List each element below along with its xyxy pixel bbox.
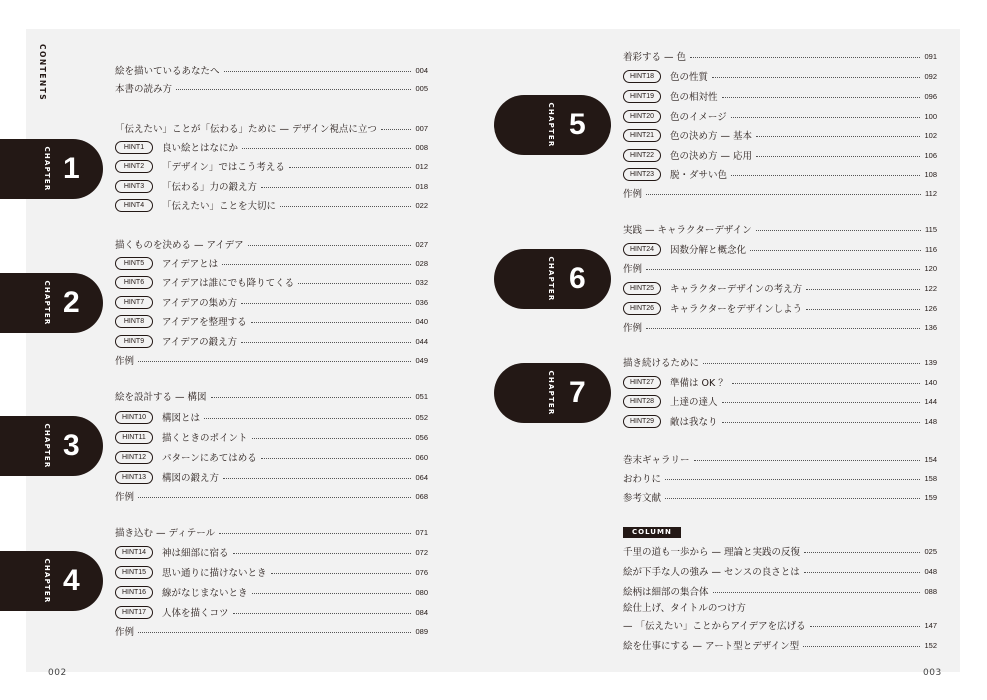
toc-entry-page: 056 <box>415 432 428 442</box>
toc-entry[interactable] <box>623 563 937 579</box>
toc-entry-page: 052 <box>415 412 428 422</box>
leader-dots <box>756 136 920 137</box>
toc-entry-title: 描くものを決める — アイデア <box>115 240 244 251</box>
toc-entry-title: 千里の道も一歩から — 理論と実践の反復 <box>623 547 801 558</box>
toc-entry[interactable] <box>115 524 428 540</box>
toc-entry-title: 絵を仕事にする — アート型とデザイン型 <box>623 641 800 652</box>
toc-entry[interactable] <box>623 260 937 276</box>
chapter-tab-1[interactable] <box>0 139 103 199</box>
leader-dots <box>731 117 921 118</box>
toc-entry-title: 人体を描くコツ <box>162 608 229 619</box>
toc-entry-page: 040 <box>415 316 428 326</box>
toc-entry-page: 096 <box>924 91 937 101</box>
toc-entry-page: 032 <box>415 277 428 287</box>
toc-entry-title: 色の決め方 — 基本 <box>670 131 753 142</box>
toc-entry-page: 051 <box>415 391 428 401</box>
chapter-tab-4[interactable] <box>0 551 103 611</box>
toc-entry-title: 着彩する — 色 <box>623 52 687 63</box>
toc-entry[interactable] <box>623 451 937 467</box>
toc-entry[interactable] <box>623 300 937 316</box>
hint-badge: HINT1 <box>115 141 153 154</box>
leader-dots <box>138 497 411 498</box>
leader-dots <box>804 552 920 553</box>
hint-badge: HINT16 <box>115 586 153 599</box>
toc-entry[interactable] <box>115 294 428 310</box>
leader-dots <box>806 309 920 310</box>
toc-entry-title: パターンにあてはめる <box>162 453 257 464</box>
toc-entry-title: 脱・ダサい色 <box>670 170 728 181</box>
toc-entry-title: 絵が下手な人の強み — センスの良さとは <box>623 567 800 578</box>
hint-badge: HINT13 <box>115 471 153 484</box>
toc-entry-page: 147 <box>924 620 937 630</box>
toc-entry[interactable] <box>115 178 428 194</box>
leader-dots <box>219 533 411 534</box>
toc-entry[interactable] <box>115 488 428 504</box>
chapter-word: CHAPTER <box>43 146 51 192</box>
toc-entry-title: 思い通りに描けないとき <box>162 568 267 579</box>
leader-dots <box>280 206 411 207</box>
leader-dots <box>381 129 412 130</box>
toc-entry[interactable] <box>115 388 428 404</box>
toc-entry-title: 実践 — キャラクターデザイン <box>623 225 752 236</box>
toc-entry-page: 152 <box>924 640 937 650</box>
toc-entry-title: 絵を設計する — 構図 <box>115 392 207 403</box>
toc-entry[interactable] <box>115 409 428 425</box>
hint-badge: HINT27 <box>623 376 661 389</box>
chapter-word: CHAPTER <box>43 558 51 604</box>
leader-dots <box>261 458 412 459</box>
toc-entry-page: 108 <box>924 169 937 179</box>
toc-entry-page: 148 <box>924 416 937 426</box>
toc-entry-page: 007 <box>415 123 428 133</box>
toc-entry[interactable] <box>115 120 428 136</box>
toc-entry-page: 126 <box>924 303 937 313</box>
hint-badge: HINT19 <box>623 90 661 103</box>
toc-entry[interactable] <box>623 166 937 182</box>
leader-dots <box>810 626 921 627</box>
chapter-number: 2 <box>63 286 80 319</box>
toc-entry-title: 構図とは <box>162 413 201 424</box>
toc-entry[interactable] <box>115 236 428 252</box>
leader-dots <box>750 250 921 251</box>
leader-dots <box>248 245 412 246</box>
toc-entry-title: 「伝えたい」ことを大切に <box>162 201 277 212</box>
leader-dots <box>722 402 921 403</box>
toc-entry-page: 012 <box>415 161 428 171</box>
hint-badge: HINT29 <box>623 415 661 428</box>
hint-badge: HINT28 <box>623 395 661 408</box>
hint-badge: HINT6 <box>115 276 153 289</box>
leader-dots <box>241 342 411 343</box>
toc-entry-title: 「伝えたい」ことが「伝わる」ために — デザイン視点に立つ <box>115 124 377 135</box>
chapter-tab-2[interactable] <box>0 273 103 333</box>
leader-dots <box>233 613 412 614</box>
toc-entry-page: 136 <box>924 322 937 332</box>
toc-entry[interactable] <box>623 489 937 505</box>
chapter-number: 6 <box>569 262 586 295</box>
toc-entry[interactable] <box>115 158 428 174</box>
toc-entry-page: 060 <box>415 452 428 462</box>
leader-dots <box>298 283 411 284</box>
toc-entry-title: アイデアを整理する <box>162 317 247 328</box>
toc-entry[interactable] <box>623 393 937 409</box>
toc-entry-page: 120 <box>924 263 937 273</box>
hint-badge: HINT5 <box>115 257 153 270</box>
toc-entry[interactable] <box>115 469 428 485</box>
toc-entry-title: 描き込む — ディテール <box>115 528 216 539</box>
toc-entry-page: 106 <box>924 150 937 160</box>
toc-entry-title: 「デザイン」ではこう考える <box>162 162 285 173</box>
hint-badge: HINT3 <box>115 180 153 193</box>
hint-badge: HINT26 <box>623 302 661 315</box>
toc-entry-page: 036 <box>415 297 428 307</box>
leader-dots <box>252 438 412 439</box>
hint-badge: HINT4 <box>115 199 153 212</box>
leader-dots <box>289 167 412 168</box>
toc-entry-title: 作例 <box>115 356 135 367</box>
hint-badge: HINT12 <box>115 451 153 464</box>
toc-entry-page: 022 <box>415 200 428 210</box>
toc-entry[interactable] <box>623 221 937 237</box>
toc-entry-title: 絵を描いているあなたへ <box>115 66 220 77</box>
leader-dots <box>712 77 920 78</box>
toc-entry-page: 158 <box>924 473 937 483</box>
chapter-tab-5[interactable] <box>494 95 611 155</box>
leader-dots <box>722 97 921 98</box>
toc-entry-page: 005 <box>415 83 428 93</box>
chapter-number: 7 <box>569 376 586 409</box>
leader-dots <box>690 57 920 58</box>
leader-dots <box>204 418 411 419</box>
toc-entry[interactable] <box>115 429 428 445</box>
hint-badge: HINT23 <box>623 168 661 181</box>
leader-dots <box>241 303 411 304</box>
toc-entry-title: 参考文献 <box>623 493 662 504</box>
leader-dots <box>252 593 412 594</box>
toc-entry-page: 080 <box>415 587 428 597</box>
leader-dots <box>138 361 411 362</box>
toc-entry-title: 「伝わる」力の鍛え方 <box>162 182 258 193</box>
leader-dots <box>224 71 412 72</box>
toc-entry-page: 116 <box>925 244 937 254</box>
toc-entry-page: 088 <box>924 586 937 596</box>
toc-entry[interactable] <box>623 413 937 429</box>
leader-dots <box>703 363 920 364</box>
toc-entry[interactable] <box>623 280 937 296</box>
toc-entry[interactable] <box>115 313 428 329</box>
leader-dots <box>222 264 411 265</box>
toc-entry-page: 084 <box>415 607 428 617</box>
column-label: COLUMN <box>623 527 681 538</box>
toc-entry[interactable] <box>623 319 937 335</box>
toc-entry-title: アイデアの鍛え方 <box>162 337 238 348</box>
toc-entry-page: 091 <box>924 51 937 61</box>
toc-entry-page: 122 <box>924 283 937 293</box>
toc-entry[interactable] <box>623 48 937 64</box>
chapter-number: 4 <box>63 564 80 597</box>
toc-entry[interactable] <box>115 274 428 290</box>
toc-entry[interactable] <box>623 185 937 201</box>
toc-entry-title: 作例 <box>115 492 135 503</box>
toc-entry-title: 作例 <box>623 189 643 200</box>
toc-entry[interactable] <box>623 583 937 599</box>
contents-label: CONTENTS <box>38 44 47 102</box>
leader-dots <box>251 322 412 323</box>
toc-entry[interactable] <box>115 584 428 600</box>
toc-entry[interactable] <box>623 637 937 653</box>
toc-entry-title: キャラクターをデザインしよう <box>670 304 803 315</box>
page-number-right: 003 <box>923 668 942 678</box>
toc-entry[interactable] <box>115 604 428 620</box>
toc-entry-title: 巻末ギャラリー <box>623 455 690 466</box>
toc-entry-page: 092 <box>924 71 937 81</box>
toc-entry-page: 072 <box>415 547 428 557</box>
toc-entry-page: 028 <box>415 258 428 268</box>
chapter-word: CHAPTER <box>43 423 51 469</box>
chapter-word: CHAPTER <box>43 280 51 326</box>
leader-dots <box>646 269 920 270</box>
toc-entry[interactable] <box>623 88 937 104</box>
toc-entry-title: 神は細部に宿る <box>162 548 229 559</box>
leader-dots <box>756 230 921 231</box>
toc-entry[interactable] <box>115 62 428 78</box>
chapter-number: 1 <box>63 152 80 185</box>
chapter-word: CHAPTER <box>547 102 555 148</box>
toc-entry-title: 描き続けるために <box>623 358 700 369</box>
leader-dots <box>731 175 920 176</box>
toc-entry-page: 115 <box>925 224 937 234</box>
hint-badge: HINT15 <box>115 566 153 579</box>
toc-entry-title: 線がなじまないとき <box>162 588 248 599</box>
toc-entry-page: 112 <box>925 188 937 198</box>
toc-entry-page: 159 <box>924 492 937 502</box>
hint-badge: HINT9 <box>115 335 153 348</box>
toc-entry-page: 048 <box>924 566 937 576</box>
chapter-tab-6[interactable] <box>494 249 611 309</box>
toc-entry-page: 089 <box>415 626 428 636</box>
chapter-tab-3[interactable] <box>0 416 103 476</box>
toc-entry-page: 008 <box>415 142 428 152</box>
toc-entry-page: 100 <box>924 111 937 121</box>
toc-entry[interactable] <box>623 241 937 257</box>
toc-entry-page: 154 <box>924 454 937 464</box>
hint-badge: HINT14 <box>115 546 153 559</box>
leader-dots <box>261 187 411 188</box>
toc-entry-title: キャラクターデザインの考え方 <box>670 284 803 295</box>
toc-entry[interactable] <box>623 147 937 163</box>
toc-entry-page: 139 <box>924 357 937 367</box>
hint-badge: HINT22 <box>623 149 661 162</box>
toc-entry-page: 140 <box>924 377 937 387</box>
leader-dots <box>211 397 412 398</box>
toc-entry-page: 144 <box>924 396 937 406</box>
toc-entry[interactable] <box>623 374 937 390</box>
toc-entry-title: 色の決め方 — 応用 <box>670 151 753 162</box>
hint-badge: HINT17 <box>115 606 153 619</box>
toc-entry[interactable] <box>623 68 937 84</box>
toc-entry[interactable] <box>115 139 428 155</box>
leader-dots <box>176 89 411 90</box>
toc-entry-page: 025 <box>924 546 937 556</box>
toc-entry-title: 色のイメージ <box>670 112 727 123</box>
hint-badge: HINT11 <box>115 431 153 444</box>
toc-entry-page: 102 <box>924 130 937 140</box>
toc-entry[interactable] <box>115 255 428 271</box>
toc-entry-page: 064 <box>415 472 428 482</box>
page-number-left: 002 <box>48 668 67 678</box>
toc-entry-page: 076 <box>415 567 428 577</box>
toc-entry-page: 018 <box>415 181 428 191</box>
leader-dots <box>138 632 411 633</box>
toc-entry-title: アイデアとは <box>162 259 219 270</box>
toc-entry-title: 本書の読み方 <box>115 84 173 95</box>
toc-entry-title: 構図の鍛え方 <box>162 473 220 484</box>
hint-badge: HINT8 <box>115 315 153 328</box>
chapter-word: CHAPTER <box>547 256 555 302</box>
toc-entry-page: 068 <box>415 491 428 501</box>
toc-entry[interactable] <box>115 544 428 560</box>
toc-entry-title: — 「伝えたい」ことからアイデアを広げる <box>623 621 806 632</box>
chapter-word: CHAPTER <box>547 370 555 416</box>
leader-dots <box>732 383 921 384</box>
toc-entry[interactable] <box>115 623 428 639</box>
leader-dots <box>646 194 921 195</box>
leader-dots <box>646 328 920 329</box>
toc-entry-title: 作例 <box>115 627 135 638</box>
leader-dots <box>806 289 920 290</box>
toc-entry[interactable] <box>623 354 937 370</box>
leader-dots <box>804 572 921 573</box>
toc-entry-title: 描くときのポイント <box>162 433 248 444</box>
toc-entry-title: 良い絵とはなにか <box>162 143 239 154</box>
toc-entry-page: 027 <box>415 239 428 249</box>
hint-badge: HINT10 <box>115 411 153 424</box>
toc-entry[interactable] <box>115 449 428 465</box>
toc-entry-title: 作例 <box>623 323 643 334</box>
toc-entry[interactable] <box>115 197 428 213</box>
leader-dots <box>803 646 920 647</box>
toc-entry-title: 敵は我なり <box>670 417 718 428</box>
toc-entry-title: 上達の達人 <box>670 397 718 408</box>
hint-badge: HINT7 <box>115 296 153 309</box>
toc-entry-title: 作例 <box>623 264 643 275</box>
toc-entry-page: 049 <box>415 355 428 365</box>
toc-entry-title: 色の性質 <box>670 72 709 83</box>
toc-entry[interactable] <box>623 617 937 633</box>
hint-badge: HINT18 <box>623 70 661 83</box>
hint-badge: HINT25 <box>623 282 661 295</box>
leader-dots <box>665 479 920 480</box>
toc-entry-page: 004 <box>415 65 428 75</box>
toc-entry-title: 絵柄は細部の集合体 <box>623 587 709 598</box>
leader-dots <box>713 592 921 593</box>
toc-entry-title: アイデアは誰にでも降りてくる <box>162 278 295 289</box>
hint-badge: HINT2 <box>115 160 153 173</box>
chapter-number: 3 <box>63 429 80 462</box>
leader-dots <box>722 422 921 423</box>
toc-entry[interactable] <box>623 127 937 143</box>
toc-entry-title: アイデアの集め方 <box>162 298 238 309</box>
toc-entry[interactable] <box>623 543 937 559</box>
toc-entry-title: おわりに <box>623 474 662 485</box>
leader-dots <box>242 148 411 149</box>
toc-entry[interactable] <box>623 470 937 486</box>
leader-dots <box>233 553 412 554</box>
toc-entry-page: 044 <box>415 336 428 346</box>
toc-entry[interactable] <box>623 108 937 124</box>
leader-dots <box>665 498 920 499</box>
leader-dots <box>694 460 921 461</box>
chapter-number: 5 <box>569 108 586 141</box>
toc-entry-title: 色の相対性 <box>670 92 718 103</box>
toc-entry[interactable] <box>115 80 428 96</box>
hint-badge: HINT20 <box>623 110 661 123</box>
leader-dots <box>223 478 411 479</box>
toc-entry-title: 準備は OK ？ <box>670 378 728 389</box>
hint-badge: HINT24 <box>623 243 661 256</box>
toc-entry[interactable] <box>115 333 428 349</box>
column-entry-title: 絵仕上げ、タイトルのつけ方 <box>623 603 746 614</box>
chapter-tab-7[interactable] <box>494 363 611 423</box>
leader-dots <box>271 573 412 574</box>
toc-entry[interactable] <box>115 352 428 368</box>
hint-badge: HINT21 <box>623 129 661 142</box>
toc-entry-page: 071 <box>415 527 428 537</box>
toc-entry[interactable] <box>115 564 428 580</box>
leader-dots <box>756 156 920 157</box>
toc-entry-title: 因数分解と概念化 <box>670 245 747 256</box>
